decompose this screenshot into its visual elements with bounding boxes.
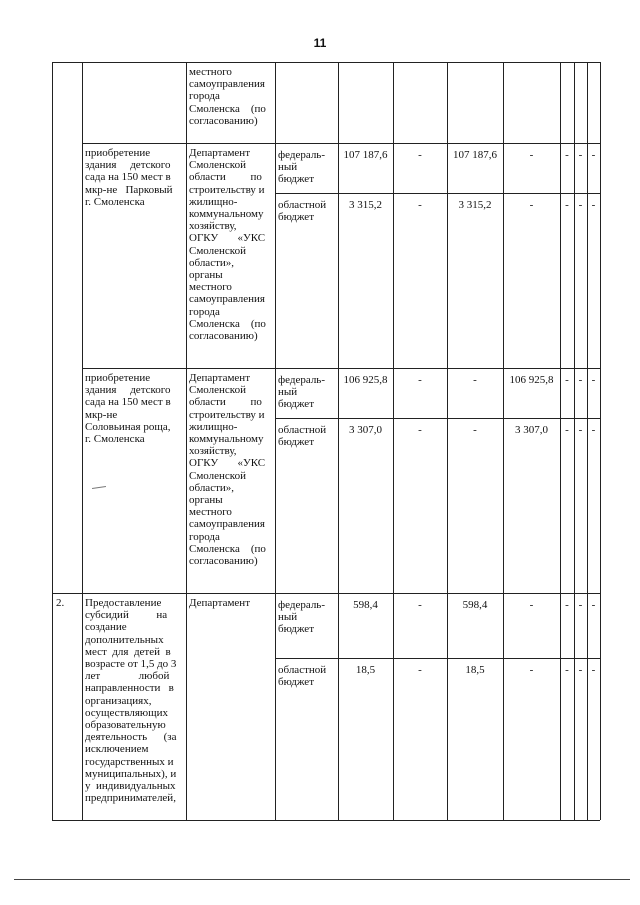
executor-name: местного самоуправления города Смоленска (по согласованию) xyxy=(189,66,266,127)
table-rule xyxy=(52,62,53,820)
funding-source: областной бюджет xyxy=(278,199,327,224)
amount-y3: - xyxy=(529,199,534,211)
funding-source: федераль- ный бюджет xyxy=(278,149,325,186)
activity-name: приобретение здания детского сада на 150 мест в мкр-не Соловьиная роща, г. Смоленска xyxy=(85,372,171,446)
amount-b: - xyxy=(578,374,583,386)
amount-y1: - xyxy=(418,374,422,386)
table-rule xyxy=(52,820,600,821)
table-rule xyxy=(393,62,394,820)
amount-b: - xyxy=(578,424,583,436)
table-rule xyxy=(52,62,600,63)
amount-total: 106 925,8 xyxy=(343,374,388,386)
table-rule xyxy=(275,658,600,659)
amount-total: 18,5 xyxy=(355,664,376,676)
amount-a: - xyxy=(565,664,569,676)
amount-total: 3 307,0 xyxy=(349,424,382,436)
table-rule xyxy=(52,593,600,594)
table-rule xyxy=(587,62,588,820)
amount-y2: 598,4 xyxy=(462,599,488,611)
table-rule xyxy=(503,62,504,820)
amount-total: 598,4 xyxy=(353,599,378,611)
amount-y2: 3 315,2 xyxy=(458,199,492,211)
amount-total: 107 187,6 xyxy=(343,149,388,161)
page-bottom-rule xyxy=(14,879,630,880)
amount-c: - xyxy=(591,199,596,211)
amount-y1: - xyxy=(418,149,422,161)
amount-y2: 18,5 xyxy=(465,664,485,676)
amount-b: - xyxy=(578,664,583,676)
amount-c: - xyxy=(591,599,596,611)
table-rule xyxy=(560,62,561,820)
amount-b: - xyxy=(578,599,583,611)
activity-name: приобретение здания детского сада на 150 мест в мкр-не Парковый г. Смоленска xyxy=(85,147,173,208)
amount-y2: - xyxy=(473,374,477,386)
amount-y1: - xyxy=(418,664,422,676)
table-rule xyxy=(275,418,600,419)
table-rule xyxy=(275,62,276,820)
amount-y2: 107 187,6 xyxy=(453,149,497,161)
amount-y1: - xyxy=(418,424,422,436)
executor-name: Департамент Смоленской области по строительству и жилищно- коммунальному хозяйству, ОГКУ «УКС Смоленской области», органы местного самоуправления города Смоленска (по согласованию) xyxy=(189,147,266,343)
funding-source: областной бюджет xyxy=(278,664,327,689)
amount-total: 3 315,2 xyxy=(349,199,382,211)
funding-source: федераль- ный бюджет xyxy=(278,599,325,636)
amount-y1: - xyxy=(418,599,422,611)
table-rule xyxy=(82,368,600,369)
table-rule xyxy=(82,143,600,144)
amount-a: - xyxy=(565,149,569,161)
amount-b: - xyxy=(578,199,583,211)
page-number: 11 xyxy=(313,36,327,50)
executor-name: Департамент Смоленской области по строительству и жилищно- коммунальному хозяйству, ОГКУ «УКС Смоленской области», органы местного самоуправления города Смоленска (по согласованию) xyxy=(189,372,266,568)
table-rule xyxy=(52,593,82,594)
amount-c: - xyxy=(591,374,596,386)
table-rule xyxy=(338,62,339,820)
funding-source: федераль- ный бюджет xyxy=(278,374,325,411)
table-rule xyxy=(186,62,187,820)
table-rule xyxy=(574,62,575,820)
amount-y3: 3 307,0 xyxy=(515,424,548,436)
funding-source: областной бюджет xyxy=(278,424,327,449)
row-number: 2. xyxy=(56,597,65,609)
amount-y3: - xyxy=(529,664,534,676)
amount-c: - xyxy=(591,664,596,676)
amount-c: - xyxy=(591,149,596,161)
table-rule xyxy=(275,193,600,194)
amount-y3: - xyxy=(529,599,534,611)
amount-y3: 106 925,8 xyxy=(509,374,554,386)
table-rule xyxy=(447,62,448,820)
amount-y3: - xyxy=(529,149,534,161)
amount-y1: - xyxy=(418,199,422,211)
table-rule xyxy=(600,62,601,820)
amount-a: - xyxy=(565,424,569,436)
amount-a: - xyxy=(565,374,569,386)
table-rule xyxy=(82,62,83,820)
amount-a: - xyxy=(565,599,569,611)
executor-name: Департамент xyxy=(189,597,251,609)
activity-name: Предоставление субсидий на создание дополнительных мест для детей в возрасте от 1,5 до 3 лет любой направленности в организациях, осуществляющих образовательную деятельность (за исключением государственных и муниципальных), и у индивидуальных предпринимателей, xyxy=(85,597,177,805)
amount-a: - xyxy=(565,199,569,211)
amount-y2: - xyxy=(473,424,477,436)
amount-c: - xyxy=(591,424,596,436)
amount-b: - xyxy=(578,149,583,161)
